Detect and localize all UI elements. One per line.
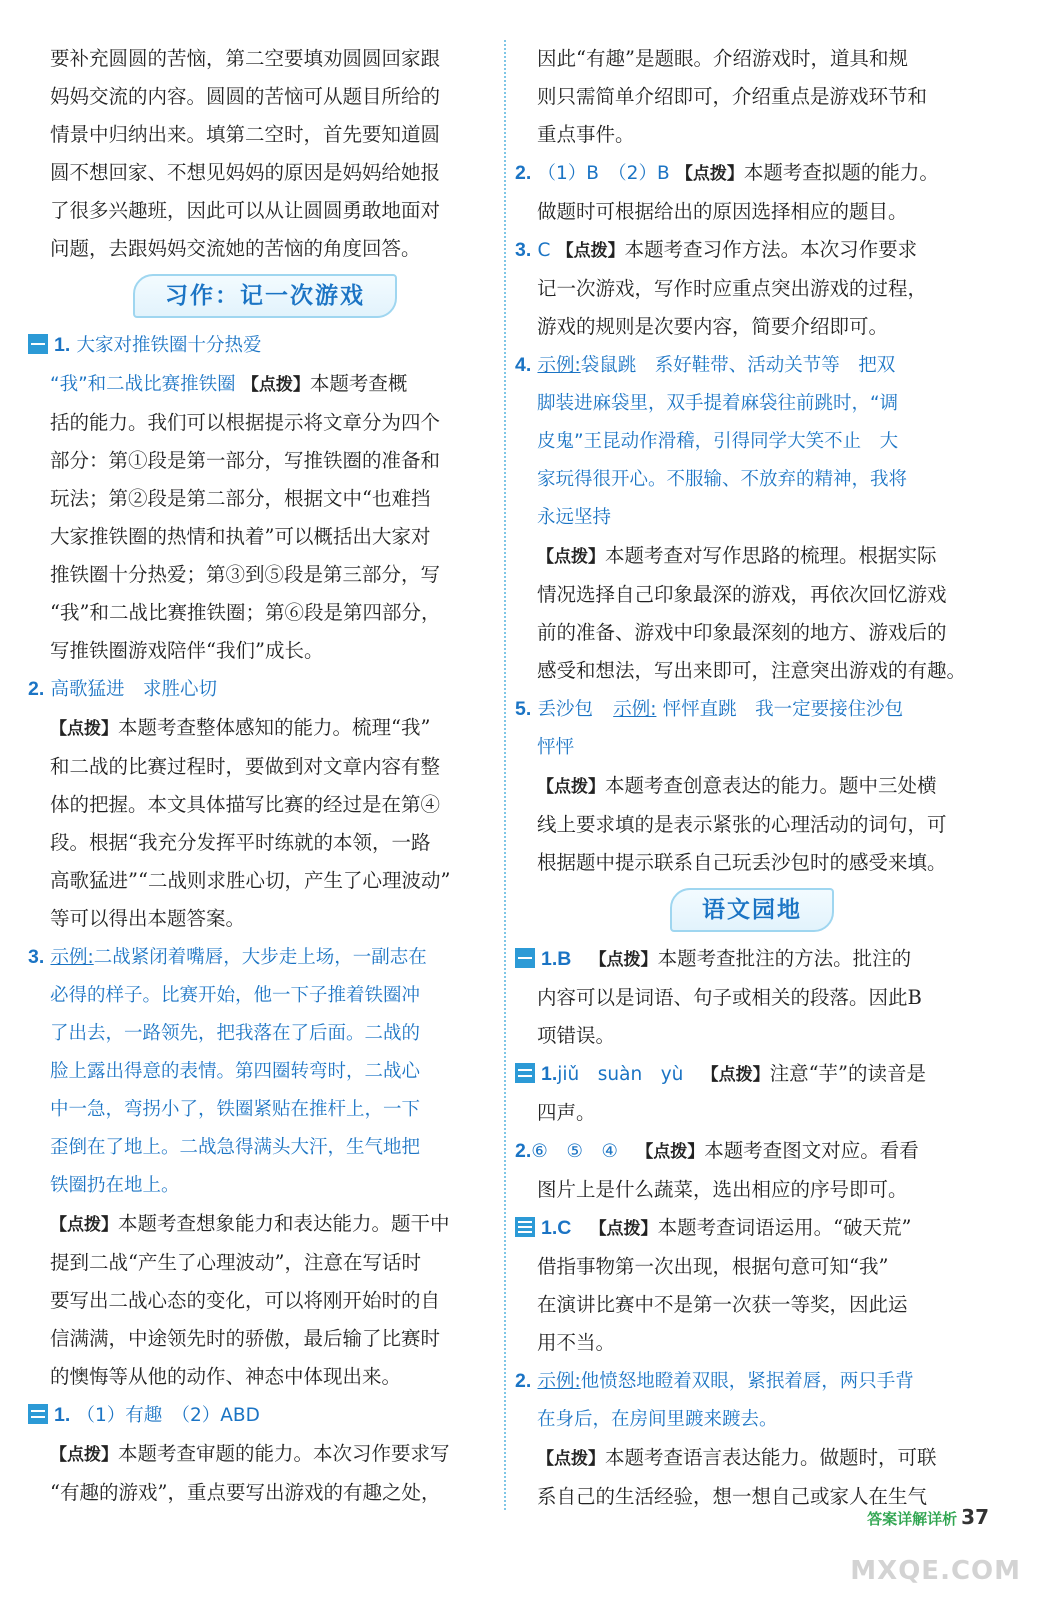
tip-label: 【点拨】 (50, 1215, 118, 1235)
tip-label: 【点拨】 (537, 777, 605, 797)
tip-label: 【点拨】 (589, 950, 658, 970)
text-line: 妈妈交流的内容。圆圆的苦恼可从题目所给的 (50, 85, 441, 108)
tip-text: 本题考查图文对应。看看 (704, 1139, 919, 1162)
question-1 (50, 326, 480, 670)
text-line: 因此“有趣”是题眼。介绍游戏时，道具和规 (537, 47, 908, 70)
text-line: 部分：第①段是第一部分，写推铁圈的准备和 (50, 449, 441, 472)
question-number: 3. (28, 946, 45, 968)
tip-text: 本题考查对写作思路的梳理。根据实际 (605, 544, 937, 567)
answer-text: C (537, 240, 551, 261)
example-label: 示例: (537, 355, 581, 376)
answer-line: 歪倒在了地上。二战急得满头大汗，生气地把 (50, 1137, 421, 1158)
text-line: 前的准备、游戏中印象最深刻的地方、游戏后的 (537, 621, 947, 644)
tip-label: 【点拨】 (50, 719, 118, 739)
question-number: 2. (515, 1140, 532, 1162)
question-3 (28, 938, 480, 1396)
garden-part2-q2 (515, 1132, 967, 1209)
answer-line (515, 231, 967, 270)
tip-label: 【点拨】 (675, 164, 744, 184)
answer-line (515, 940, 967, 979)
answer-line (50, 365, 480, 404)
garden-part2-q1 (537, 1055, 967, 1132)
answer-line (28, 1396, 480, 1435)
text-line: 玩法；第②段是第二部分，根据文中“也难挡 (50, 487, 431, 510)
left-column (28, 40, 480, 1512)
tip-line (537, 1439, 967, 1478)
text-line: 图片上是什么蔬菜，选出相应的序号即可。 (537, 1178, 908, 1201)
text-line: “我”和二战比赛推铁圈；第⑥段是第四部分， (50, 601, 441, 624)
garden-part3-q2 (515, 1362, 967, 1516)
part-one-icon (515, 948, 535, 968)
answer-line (28, 326, 480, 365)
tip-label: 【点拨】 (50, 1445, 118, 1465)
tip-label: 【点拨】 (589, 1219, 658, 1239)
answer-line (515, 346, 967, 385)
text-line: 在演讲比赛中不是第一次获一等奖，因此运 (537, 1293, 908, 1316)
question-part2-1 (50, 1396, 480, 1512)
page-footer (867, 1505, 989, 1529)
right-intro (537, 40, 967, 154)
text-line: 重点事件。 (537, 123, 635, 146)
page-number: 37 (961, 1505, 989, 1529)
question-4 (515, 346, 967, 690)
tip-text: 本题考查批注的方法。批注的 (657, 947, 912, 970)
answer-text: “我”和二战比赛推铁圈 (50, 374, 236, 395)
text-line: 项错误。 (537, 1024, 616, 1047)
answer-line: 脸上露出得意的表情。第四圈转弯时，二战心 (50, 1061, 421, 1082)
text-line: 高歌猛进”“二战则求胜心切，产生了心理波动” (50, 869, 451, 892)
answer-text: 二战紧闭着嘴唇，大步走上场，一副志在 (93, 947, 427, 968)
example-label: 示例: (613, 699, 657, 720)
answer-text: B (557, 948, 572, 970)
tip-text: 本题考查创意表达的能力。题中三处横 (605, 774, 937, 797)
answer-line (28, 938, 480, 977)
footer-label: 答案详解详析 (867, 1510, 958, 1528)
question-2 (28, 670, 480, 938)
answer-line: 脚装进麻袋里，双手提着麻袋往前跳时，“调 (537, 393, 899, 414)
question-number: 4. (515, 354, 532, 376)
tip-text: 本题考查整体感知的能力。梳理“我” (118, 716, 431, 739)
garden-part3-q1 (537, 1209, 967, 1362)
column-divider (504, 40, 506, 1510)
text-line: 等可以得出本题答案。 (50, 907, 246, 930)
text-line: 记一次游戏，写作时应重点突出游戏的过程， (537, 277, 928, 300)
tip-text: 本题考查词语运用。“破天荒” (657, 1216, 912, 1239)
tip-line (50, 1435, 480, 1474)
tip-text: 注意“芋”的读音是 (769, 1062, 927, 1085)
answer-line: 必得的样子。比赛开始，他一下子推着铁圈冲 (50, 985, 421, 1006)
text-line: 要补充圆圆的苦恼，第二空要填劝圆圆回家跟 (50, 47, 441, 70)
question-number: 1. (54, 1404, 71, 1426)
text-line: 和二战的比赛过程时，要做到对文章内容有整 (50, 755, 441, 778)
answer-text: 大家对推铁圈十分热爱 (76, 335, 262, 356)
section-title-garden: 语文园地 (670, 888, 834, 932)
text-line: 根据题中提示联系自己玩丢沙包时的感受来填。 (537, 851, 947, 874)
answer-text: C (557, 1217, 572, 1239)
answer-text: 高歌猛进 求胜心切 (50, 679, 217, 700)
text-line: 系自己的生活经验，想一想自己或家人在生气 (537, 1485, 928, 1508)
text-line: 用不当。 (537, 1331, 616, 1354)
tip-label: 【点拨】 (701, 1065, 770, 1085)
text-line: 了很多兴趣班，因此可以从让圆圆勇敢地面对 (50, 199, 441, 222)
text-line: 写推铁圈游戏陪伴“我们”成长。 (50, 639, 324, 662)
text-line: 段。根据“我充分发挥平时练就的本领，一路 (50, 831, 431, 854)
answer-line (515, 690, 967, 729)
text-line: 情况选择自己印象最深的游戏，再依次回忆游戏 (537, 583, 947, 606)
answer-text: 怦怦直跳 我一定要接住沙包 (662, 699, 904, 720)
answer-line (515, 1055, 967, 1094)
tip-text: 本题考查语言表达能力。做题时，可联 (605, 1446, 937, 1469)
tip-line (50, 709, 480, 748)
answer-line (515, 1132, 967, 1171)
question-number: 1. (54, 334, 71, 356)
answer-text: （1）有趣 （2）ABD (76, 1405, 260, 1426)
tip-label: 【点拨】 (636, 1142, 705, 1162)
question-number: 1. (541, 1063, 558, 1085)
tip-text: 本题考查想象能力和表达能力。题干中 (118, 1212, 450, 1235)
text-line: 做题时可根据给出的原因选择相应的题目。 (537, 200, 908, 223)
text-line: 感受和想法，写出来即可，注意突出游戏的有趣。 (537, 659, 967, 682)
question-number: 1. (541, 948, 558, 970)
answer-line: 家玩得很开心。不服输、不放弃的精神，我将 (537, 469, 908, 490)
text-line: 则只需简单介绍即可，介绍重点是游戏环节和 (537, 85, 928, 108)
text-line: 括的能力。我们可以根据提示将文章分为四个 (50, 411, 441, 434)
left-intro (50, 40, 480, 268)
part-three-icon (515, 1217, 535, 1237)
answer-line: 在身后，在房间里踱来踱去。 (537, 1409, 778, 1430)
answer-text: （1）B （2）B (537, 163, 670, 184)
text-line: 游戏的规则是次要内容，简要介绍即可。 (537, 315, 889, 338)
example-label: 示例: (537, 1371, 581, 1392)
answer-text: 袋鼠跳 系好鞋带、活动关节等 把双 (580, 355, 896, 376)
part-one-icon (28, 334, 48, 354)
tip-label: 【点拨】 (537, 1449, 605, 1469)
question-number: 5. (515, 698, 532, 720)
text-line: 内容可以是词语、句子或相关的段落。因此B (537, 986, 922, 1009)
part-two-icon (515, 1063, 535, 1083)
tip-label: 【点拨】 (241, 375, 310, 395)
question-number: 3. (515, 239, 532, 261)
text-line: 借指事物第一次出现，根据句意可知“我” (537, 1255, 889, 1278)
text-line: 要写出二战心态的变化，可以将刚开始时的自 (50, 1289, 441, 1312)
right-column (515, 40, 967, 1516)
answer-text: 他愤怒地瞪着双眼，紧抿着唇，两只手背 (580, 1371, 914, 1392)
answer-line (515, 1362, 967, 1401)
text-line: 圆不想回家、不想见妈妈的原因是妈妈给她报 (50, 161, 441, 184)
question-5 (515, 690, 967, 882)
text-line: 的懊悔等从他的动作、神态中体现出来。 (50, 1365, 402, 1388)
answer-text: ⑥ ⑤ ④ (531, 1141, 619, 1162)
text-line: 情景中归纳出来。填第二空时，首先要知道圆 (50, 123, 441, 146)
text-line: 信满满，中途领先时的骄傲，最后输了比赛时 (50, 1327, 441, 1350)
answer-text: jiǔ suàn yù (557, 1064, 684, 1085)
part-two-icon (28, 1404, 48, 1424)
tip-line (537, 537, 967, 576)
text-line: 问题，去跟妈妈交流她的苦恼的角度回答。 (50, 237, 421, 260)
tip-text: 本题考查审题的能力。本次习作要求写 (118, 1442, 450, 1465)
tip-text: 本题考查概 (309, 372, 408, 395)
answer-line: 怦怦 (537, 737, 575, 758)
question-number: 2. (515, 1370, 532, 1392)
text-line: 推铁圈十分热爱；第③到⑤段是第三部分，写 (50, 563, 441, 586)
answer-line (515, 154, 967, 193)
text-line: 四声。 (537, 1101, 596, 1124)
text-line: 线上要求填的是表示紧张的心理活动的词句，可 (537, 813, 947, 836)
question-2 (515, 154, 967, 231)
question-number: 2. (515, 162, 532, 184)
question-number: 1. (541, 1217, 558, 1239)
example-label: 示例: (50, 947, 94, 968)
text-line: 提到二战“产生了心理波动”，注意在写话时 (50, 1251, 421, 1274)
answer-line: 皮鬼”王昆动作滑稽，引得同学大笑不止 大 (537, 431, 899, 452)
watermark: MXQE.COM (850, 1556, 1021, 1586)
tip-line (50, 1205, 480, 1244)
question-3 (515, 231, 967, 346)
answer-text: 丢沙包 (537, 699, 593, 720)
answer-line (515, 1209, 967, 1248)
tip-text: 本题考查习作方法。本次习作要求 (624, 238, 918, 261)
tip-text: 本题考查拟题的能力。 (743, 161, 939, 184)
tip-label: 【点拨】 (537, 547, 605, 567)
tip-label: 【点拨】 (556, 241, 625, 261)
answer-line: 永远坚持 (537, 507, 612, 528)
answer-line: 了出去，一路领先，把我落在了后面。二战的 (50, 1023, 421, 1044)
tip-line (537, 767, 967, 806)
section-title-composition: 习作：记一次游戏 (133, 274, 397, 318)
answer-line (28, 670, 480, 709)
answer-line: 铁圈扔在地上。 (50, 1175, 180, 1196)
question-number: 2. (28, 678, 45, 700)
answer-line: 中一急，弯拐小了，铁圈紧贴在推杆上，一下 (50, 1099, 421, 1120)
text-line: 体的把握。本文具体描写比赛的经过是在第④ (50, 793, 441, 816)
garden-part1-q1 (537, 940, 967, 1055)
text-line: 大家推铁圈的热情和执着”可以概括出大家对 (50, 525, 431, 548)
text-line: “有趣的游戏”，重点要写出游戏的有趣之处， (50, 1481, 441, 1504)
